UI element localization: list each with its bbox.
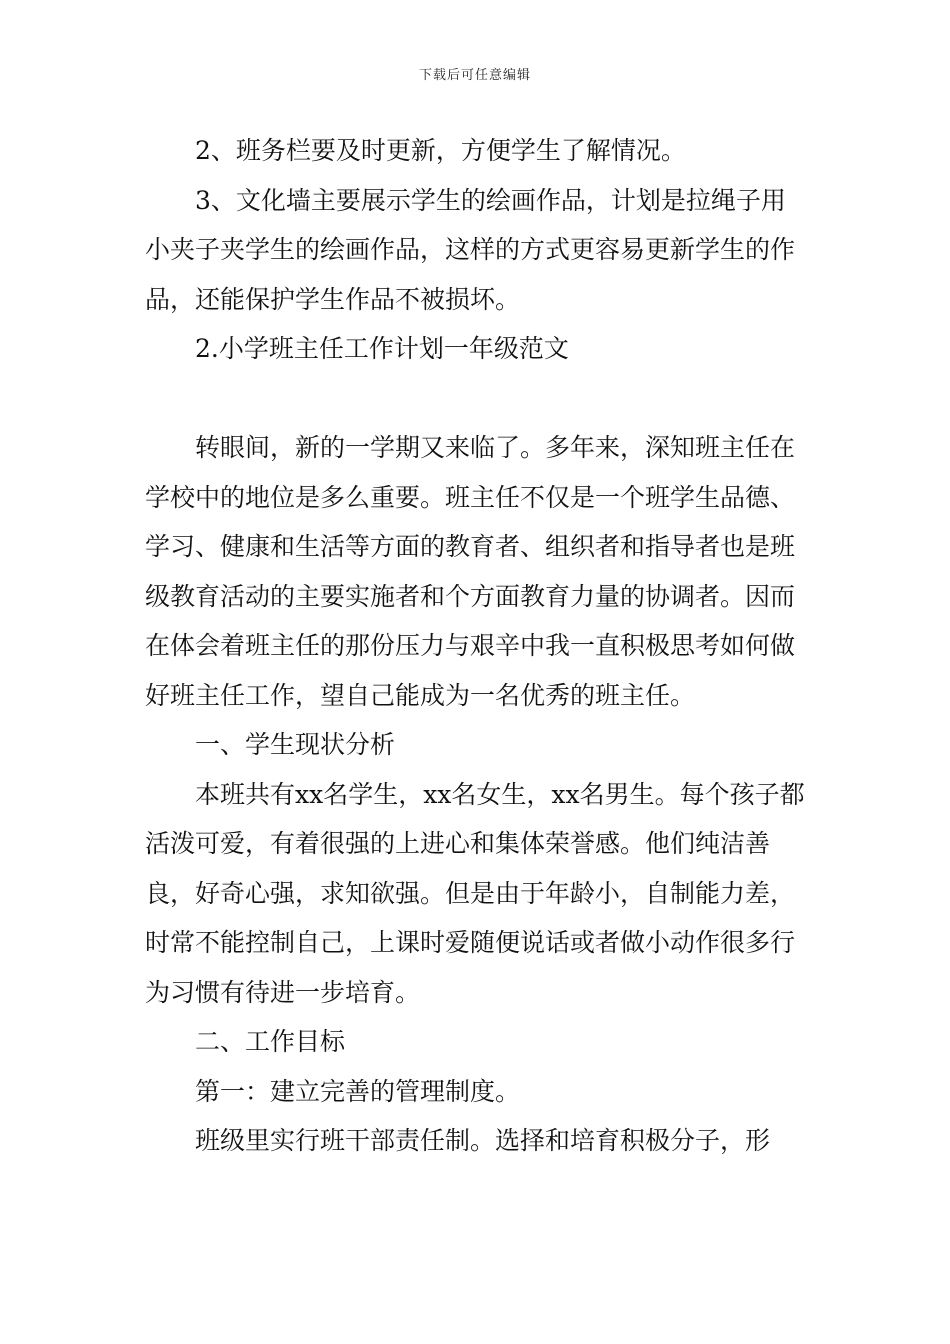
document-body <box>145 126 807 1166</box>
paragraph-culture-wall: 3、文化墙主要展示学生的绘画作品，计划是拉绳子用小夹子夹学生的绘画作品，这样的方式更容易更新学生的作品，还能保护学生作品不被损坏。 <box>145 185 796 314</box>
paragraph-student-analysis: 本班共有xx名学生，xx名女生，xx名男生。每个孩子都活泼可爱，有着很强的上进心和集体荣誉感。他们纯洁善良，好奇心强，求知欲强。但是由于年龄小，自制能力差，时常不能控制自己，上课时爱随便说话或者做小动作很多行为习惯有待进一步培育。 <box>145 779 805 1007</box>
blank-line <box>145 374 807 424</box>
page-header-note: 下载后可任意编辑 <box>418 68 531 83</box>
paragraph-class-board: 2、班务栏要及时更新，方便学生了解情况。 <box>195 136 686 165</box>
section-title-grade-one-plan: 2.小学班主任工作计划一年级范文 <box>195 334 569 363</box>
paragraph-introduction: 转眼间，新的一学期又来临了。多年来，深知班主任在学校中的地位是多么重要。班主任不仅是一个班学生品德、学习、健康和生活等方面的教育者、组织者和指导者也是班级教育活动的主要实施者和个方面教育力量的协调者。因而在体会着班主任的那份压力与艰辛中我一直积极思考如何做好班主任工作，望自己能成为一名优秀的班主任。 <box>145 433 796 710</box>
paragraph-goal-one: 第一：建立完善的管理制度。 <box>195 1076 521 1106</box>
heading-student-analysis: 一、学生现状分析 <box>195 730 396 759</box>
paragraph-class-cadre: 班级里实行班干部责任制。选择和培育积极分子，形 <box>195 1126 771 1155</box>
heading-work-goals: 二、工作目标 <box>195 1027 346 1056</box>
